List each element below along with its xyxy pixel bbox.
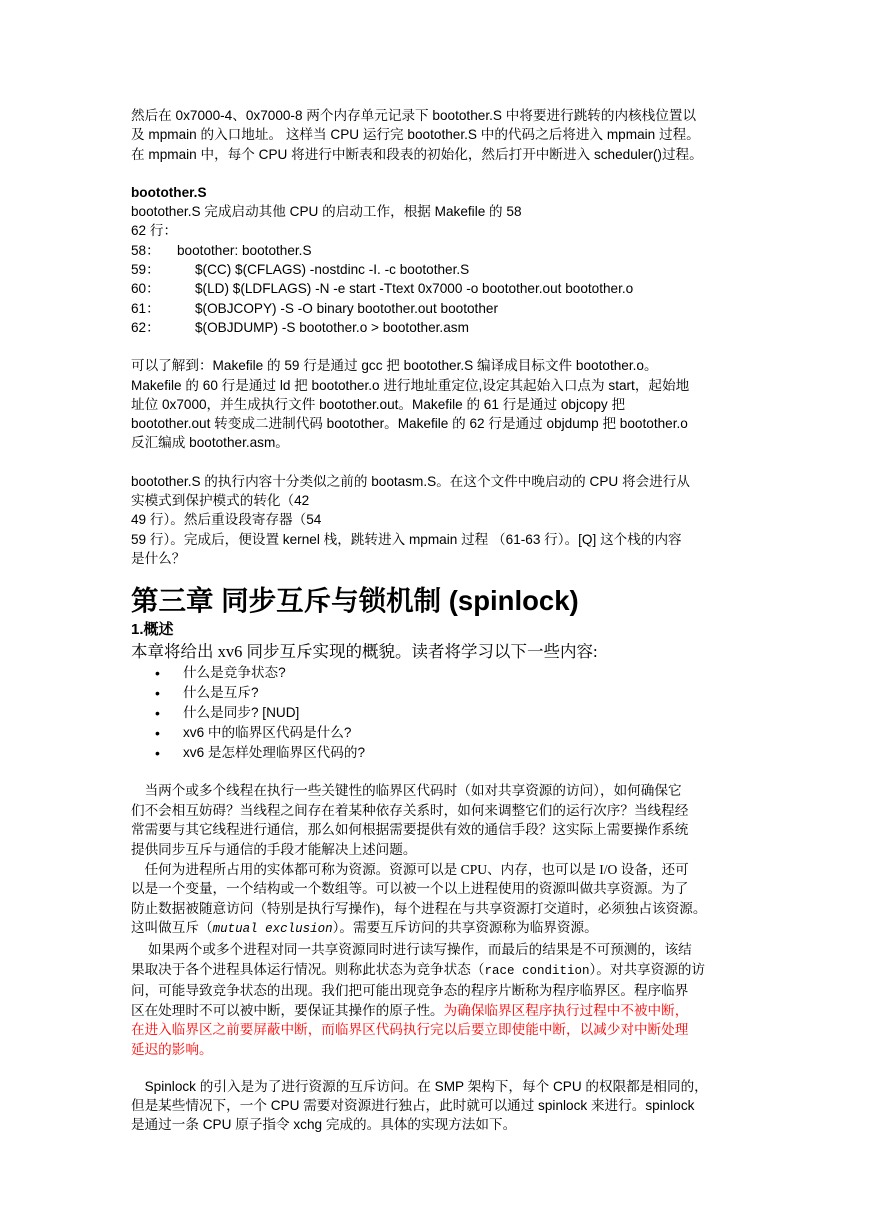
- line-number: 60：: [131, 281, 160, 297]
- text-line: 常需要与其它线程进行通信，那么如何根据需要提供有效的通信手段？这实际上需要操作系统: [131, 822, 689, 838]
- list-item: • 什么是竞争状态?: [131, 663, 756, 683]
- code-line: [131, 299, 756, 318]
- text-span: 区在处理时不可以被中断，要保证其操作的原子性。: [131, 1002, 444, 1018]
- text-line: 49 行）。然后重设段寄存器（54: [131, 512, 322, 528]
- highlighted-text: 为确保临界区程序执行过程中不被中断，: [443, 1002, 689, 1018]
- text-line: 59 行）。完成后，便设置 kernel 栈，跳转进入 mpmain 过程 （61-63 行）。[Q] 这个栈的内容: [131, 531, 682, 547]
- text-line: 在 mpmain 中，每个 CPU 将进行中断表和段表的初始化，然后打开中断进入 scheduler()过程。: [131, 146, 703, 162]
- text-line: 实模式到保护模式的转化（42: [131, 493, 310, 509]
- code-line: [131, 279, 756, 298]
- bootother-section: [131, 183, 756, 568]
- text-line: 如果两个或多个进程对同一共享资源同时进行读写操作，而最后的结果是不可预测的，该结: [131, 941, 692, 957]
- text-line: 任何为进程所占用的实体都可称为资源。资源可以是 CPU、内存，也可以是 I/O 设备，还可: [131, 861, 689, 877]
- list-item: • 什么是同步? [NUD]: [131, 703, 756, 723]
- code-line: [131, 318, 756, 337]
- paragraph-resource: [131, 860, 756, 940]
- code-text: $(OBJCOPY) -S -O binary bootother.out bootother: [195, 300, 498, 316]
- list-item: • xv6 中的临界区代码是什么?: [131, 723, 756, 743]
- text-line: Spinlock 的引入是为了进行资源的互斥访问。在 SMP 架构下，每个 CPU 的权限都是相同的，: [131, 1078, 708, 1094]
- code-text: bootother: bootother.S: [177, 242, 312, 258]
- paragraph-race: [131, 940, 756, 1060]
- makefile-code: [131, 241, 756, 337]
- highlighted-line: 在进入临界区之前要屏蔽中断，而临界区代码执行完以后要立即使能中断，以减少对中断处理: [131, 1022, 689, 1038]
- text-line: 是什么？: [131, 550, 186, 566]
- text-line: bootother.out 转变成二进制代码 bootother。Makefile 的 62 行是通过 objdump 把 bootother.o: [131, 416, 688, 432]
- text-line: bootother.S 完成启动其他 CPU 的启动工作，根据 Makefile 的 58: [131, 204, 522, 220]
- chapter-title: 第三章 同步互斥与锁机制 (spinlock): [131, 585, 579, 617]
- text-line: 62 行：: [131, 223, 178, 239]
- text-line: Makefile 的 60 行是通过 ld 把 bootother.o 进行地址重定位,设定其起始入口点为 start，起始地: [131, 377, 690, 393]
- code-text: $(LD) $(LDFLAGS) -N -e start -Ttext 0x7000 -o bootother.out bootother.o: [195, 281, 634, 297]
- text-line: 以是一个变量，一个结构或一个数组等。可以被一个以上进程使用的资源叫做共享资源。为了: [131, 881, 689, 897]
- text-line: 反汇编成 bootother.asm。: [131, 435, 289, 451]
- line-number: 62：: [131, 319, 160, 335]
- line-number: 61：: [131, 300, 160, 316]
- paragraph-sync: [131, 781, 756, 859]
- text-line: 提供同步互斥与通信的手段才能解决上述问题。: [131, 842, 417, 858]
- code-text: $(CC) $(CFLAGS) -nostdinc -I. -c bootother.S: [195, 262, 470, 278]
- text-span: 这叫做互斥（: [131, 920, 213, 936]
- chapter-intro: 本章将给出 xv6 同步互斥实现的概貌。读者将学习以下一些内容:: [131, 642, 598, 662]
- text-line: 是通过一条 CPU 原子指令 xchg 完成的。具体的实现方法如下。: [131, 1117, 517, 1133]
- bootother-exec-paragraph: [131, 472, 756, 568]
- text-line: 问，可能导致竞争状态的出现。我们把可能出现竞争态的程序片断称为程序临界区。程序临界: [131, 983, 689, 999]
- text-span: 果取决于各个进程具体运行情况。则称此状态为竞争状态（: [131, 961, 485, 977]
- text-line: [131, 960, 756, 982]
- highlighted-line: 延迟的影响。: [131, 1041, 213, 1057]
- code-line: [131, 260, 756, 279]
- line-number: 59：: [131, 262, 160, 278]
- section-heading: bootother.S: [131, 184, 207, 200]
- text-line: 们不会相互妨碍？当线程之间存在着某种依存关系时，如何来调整它们的运行次序？当线程经: [131, 802, 689, 818]
- list-item: • xv6 是怎样处理临界区代码的?: [131, 743, 756, 763]
- text-span: ）。需要互斥访问的共享资源称为临界资源。: [332, 920, 598, 936]
- line-number: 58：: [131, 242, 160, 258]
- learning-list: [131, 663, 756, 763]
- text-line: bootother.S 的执行内容十分类似之前的 bootasm.S。在这个文件中晚启动的 CPU 将会进行从: [131, 473, 690, 489]
- list-item: • 什么是互斥?: [131, 683, 756, 703]
- text-line: [131, 918, 756, 940]
- text-line: 及 mpmain 的入口地址。 这样当 CPU 运行完 bootother.S 中的代码之后将进入 mpmain 过程。: [131, 127, 700, 143]
- top-paragraph: [131, 106, 756, 164]
- text-line: 防止数据被随意访问（特别是执行写操作)，每个进程在与共享资源打交道时，必须独占该资源。: [131, 900, 707, 916]
- text-line: 可以了解到：Makefile 的 59 行是通过 gcc 把 bootother.S 编译成目标文件 bootother.o。: [131, 358, 658, 374]
- overview-heading: 1.概述: [131, 621, 174, 639]
- text-line: 但是某些情况下，一个 CPU 需要对资源进行独占，此时就可以通过 spinlock 来进行。spinlock: [131, 1097, 695, 1113]
- text-line: 址位 0x7000，并生成执行文件 bootother.out。Makefile 的 61 行是通过 objcopy 把: [131, 396, 626, 412]
- code-text: $(OBJDUMP) -S bootother.o > bootother.asm: [195, 319, 469, 335]
- text-line: [131, 1001, 756, 1021]
- document-page: [131, 106, 756, 1134]
- makefile-explanation: [131, 356, 756, 452]
- mutual-exclusion-term: mutual exclusion: [212, 922, 333, 937]
- code-line: [131, 241, 756, 260]
- race-condition-term: race condition: [484, 963, 590, 978]
- text-span: ）。对共享资源的访: [589, 961, 706, 977]
- text-line: 当两个或多个线程在执行一些关键性的临界区代码时（如对共享资源的访问），如何确保它: [131, 783, 682, 799]
- text-line: 然后在 0x7000-4、0x7000-8 两个内存单元记录下 bootother.S 中将要进行跳转的内核栈位置以: [131, 108, 697, 123]
- paragraph-spinlock: [131, 1077, 756, 1135]
